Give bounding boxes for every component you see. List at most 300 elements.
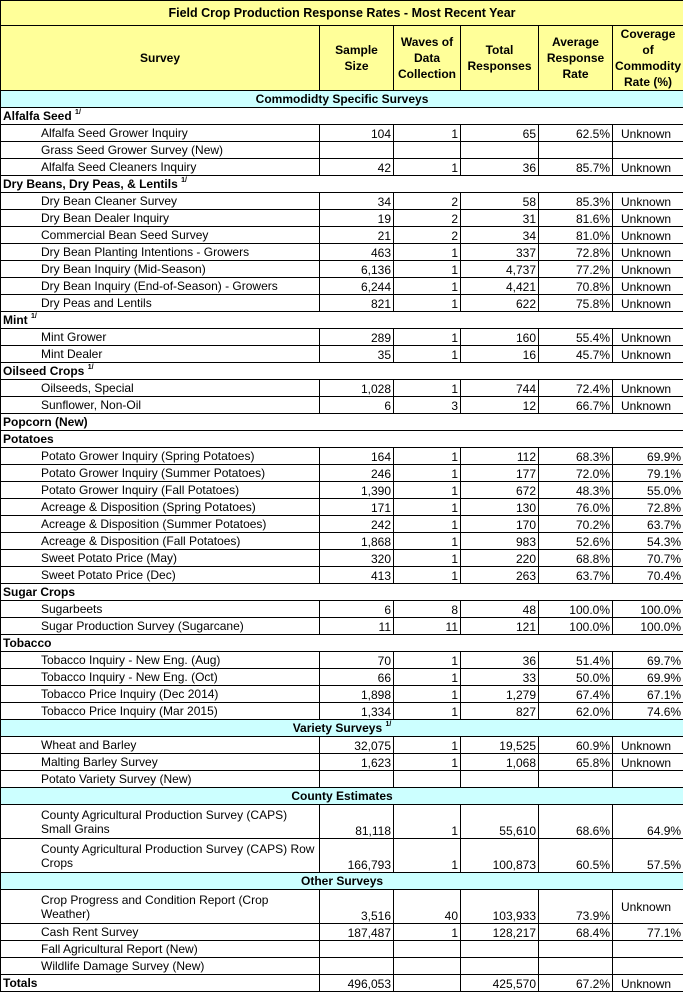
survey-name: Oilseeds, Special [1,380,320,397]
total-responses: 16 [461,346,539,363]
table-row [1,516,683,533]
coverage-rate: Unknown [613,890,683,924]
group-label [1,176,683,193]
response-rate: 67.2% [539,975,613,992]
section-label [1,788,683,805]
survey-name: Sweet Potato Price (Dec) [1,567,320,584]
waves: 1 [394,754,461,771]
section-label [1,873,683,890]
coverage-rate: Unknown [613,210,683,227]
response-rate: 75.8% [539,295,613,312]
sample-size: 21 [320,227,394,244]
coverage-rate [613,142,683,159]
response-rate: 68.3% [539,448,613,465]
response-rate: 72.4% [539,380,613,397]
sample-size: 463 [320,244,394,261]
group-label [1,312,683,329]
coverage-rate: Unknown [613,261,683,278]
total-responses: 744 [461,380,539,397]
waves [394,941,461,958]
waves: 40 [394,890,461,924]
header-row [1,26,683,91]
footnote-marker: 1/ [385,721,391,728]
coverage-rate: 70.4% [613,567,683,584]
sample-size: 171 [320,499,394,516]
survey-name: Sugar Production Survey (Sugarcane) [1,618,320,635]
waves: 2 [394,210,461,227]
label-text: Variety Surveys [293,721,382,735]
waves: 1 [394,516,461,533]
response-rate: 60.5% [539,839,613,873]
total-responses: 33 [461,669,539,686]
sample-size: 496,053 [320,975,394,992]
sample-size: 1,623 [320,754,394,771]
table-row [1,448,683,465]
waves: 1 [394,278,461,295]
response-rate: 70.2% [539,516,613,533]
table-row [1,737,683,754]
sample-size: 42 [320,159,394,176]
sample-size: 6 [320,601,394,618]
sample-size: 1,028 [320,380,394,397]
sample-size: 81,118 [320,805,394,839]
response-rate [539,958,613,975]
total-responses: 31 [461,210,539,227]
label-text: Commodidty Specific Surveys [256,92,429,106]
table-row [1,567,683,584]
waves: 1 [394,703,461,720]
sample-size: 413 [320,567,394,584]
response-rate [539,771,613,788]
table-row [1,941,683,958]
table-row [1,924,683,941]
total-responses: 672 [461,482,539,499]
coverage-rate [613,771,683,788]
survey-name: Mint Grower [1,329,320,346]
group-header-row [1,363,683,380]
response-rate: 72.8% [539,244,613,261]
group-header-row [1,108,683,125]
label-text: Sugar Crops [3,585,75,599]
survey-name: County Agricultural Production Survey (CAPS) Small Grains [1,805,320,839]
survey-name: Totals [1,975,320,992]
coverage-rate: 69.7% [613,652,683,669]
total-responses: 36 [461,652,539,669]
response-rate: 55.4% [539,329,613,346]
total-responses: 177 [461,465,539,482]
sample-size: 66 [320,669,394,686]
total-responses: 622 [461,295,539,312]
waves: 1 [394,839,461,873]
table-row [1,397,683,414]
total-responses: 103,933 [461,890,539,924]
total-responses: 220 [461,550,539,567]
table-row [1,125,683,142]
table-row [1,278,683,295]
waves: 1 [394,448,461,465]
survey-name: Sweet Potato Price (May) [1,550,320,567]
coverage-rate: Unknown [613,737,683,754]
sample-size: 1,868 [320,533,394,550]
sample-size: 246 [320,465,394,482]
survey-name: Dry Bean Cleaner Survey [1,193,320,210]
section-label [1,91,683,108]
group-label [1,431,683,448]
survey-name: Tobacco Inquiry - New Eng. (Aug) [1,652,320,669]
total-responses: 19,525 [461,737,539,754]
header-average-response-rate: Average Response Rate [539,26,613,91]
total-responses: 160 [461,329,539,346]
waves: 1 [394,550,461,567]
survey-name: Dry Bean Inquiry (End-of-Season) - Growers [1,278,320,295]
total-responses: 36 [461,159,539,176]
waves: 1 [394,244,461,261]
table-row [1,261,683,278]
response-rate: 63.7% [539,567,613,584]
response-rate: 72.0% [539,465,613,482]
table-row [1,754,683,771]
table-row [1,618,683,635]
survey-name: Alfalfa Seed Cleaners Inquiry [1,159,320,176]
waves: 2 [394,227,461,244]
total-responses [461,142,539,159]
waves: 1 [394,652,461,669]
survey-name: Sugarbeets [1,601,320,618]
coverage-rate: 70.7% [613,550,683,567]
response-rate: 51.4% [539,652,613,669]
total-responses: 827 [461,703,539,720]
waves [394,958,461,975]
survey-name: Dry Bean Planting Intentions - Growers [1,244,320,261]
survey-name: Malting Barley Survey [1,754,320,771]
response-rate: 65.8% [539,754,613,771]
survey-name: Potato Variety Survey (New) [1,771,320,788]
coverage-rate: 54.3% [613,533,683,550]
waves [394,142,461,159]
total-responses: 112 [461,448,539,465]
coverage-rate: 79.1% [613,465,683,482]
group-header-row [1,584,683,601]
total-responses [461,958,539,975]
header-total-responses: Total Responses [461,26,539,91]
coverage-rate: 100.0% [613,601,683,618]
coverage-rate: Unknown [613,193,683,210]
total-responses: 130 [461,499,539,516]
response-rate: 68.8% [539,550,613,567]
coverage-rate: 100.0% [613,618,683,635]
table-row [1,142,683,159]
table-row [1,805,683,839]
section-header-row [1,91,683,108]
footnote-marker: 1/ [31,313,37,320]
coverage-rate: 67.1% [613,686,683,703]
survey-name: Mint Dealer [1,346,320,363]
section-header-row [1,788,683,805]
table-row [1,465,683,482]
sample-size [320,941,394,958]
waves: 1 [394,533,461,550]
response-rate: 68.4% [539,924,613,941]
footnote-marker: 1/ [75,109,81,116]
label-text: Dry Beans, Dry Peas, & Lentils [3,177,178,191]
survey-name: Acreage & Disposition (Summer Potatoes) [1,516,320,533]
table-row [1,533,683,550]
coverage-rate: 64.9% [613,805,683,839]
group-label [1,414,683,431]
sample-size: 242 [320,516,394,533]
coverage-rate: 69.9% [613,669,683,686]
response-rate: 48.3% [539,482,613,499]
total-responses: 58 [461,193,539,210]
section-header-row [1,720,683,737]
table-row [1,193,683,210]
coverage-rate: 63.7% [613,516,683,533]
survey-name: Potato Grower Inquiry (Summer Potatoes) [1,465,320,482]
response-rate: 73.9% [539,890,613,924]
sample-size: 70 [320,652,394,669]
sample-size: 320 [320,550,394,567]
survey-name: Dry Bean Inquiry (Mid-Season) [1,261,320,278]
table-row [1,244,683,261]
section-header-row [1,873,683,890]
response-rate: 100.0% [539,601,613,618]
total-responses [461,941,539,958]
total-responses: 55,610 [461,805,539,839]
sample-size: 1,898 [320,686,394,703]
coverage-rate [613,958,683,975]
sample-size: 6,244 [320,278,394,295]
waves: 11 [394,618,461,635]
group-label [1,635,683,652]
waves: 1 [394,737,461,754]
sample-size: 104 [320,125,394,142]
sample-size: 164 [320,448,394,465]
coverage-rate [613,941,683,958]
coverage-rate: Unknown [613,397,683,414]
waves: 1 [394,465,461,482]
response-rate: 81.0% [539,227,613,244]
table-row [1,652,683,669]
waves: 1 [394,686,461,703]
coverage-rate: Unknown [613,278,683,295]
waves [394,771,461,788]
response-rate [539,142,613,159]
waves: 8 [394,601,461,618]
table-row [1,686,683,703]
label-text: Popcorn (New) [3,415,88,429]
sample-size: 32,075 [320,737,394,754]
label-text: Tobacco [3,636,51,650]
table-row [1,839,683,873]
sample-size: 35 [320,346,394,363]
response-rate: 85.7% [539,159,613,176]
waves: 1 [394,805,461,839]
footnote-marker: 1/ [181,177,187,184]
sample-size: 6,136 [320,261,394,278]
total-responses: 983 [461,533,539,550]
waves: 1 [394,924,461,941]
total-responses: 337 [461,244,539,261]
sample-size: 11 [320,618,394,635]
table-row [1,703,683,720]
waves: 1 [394,482,461,499]
coverage-rate: Unknown [613,227,683,244]
response-rate: 77.2% [539,261,613,278]
group-label [1,363,683,380]
response-rate: 76.0% [539,499,613,516]
total-responses: 65 [461,125,539,142]
table-row [1,499,683,516]
label-text: Other Surveys [301,874,383,888]
coverage-rate: 77.1% [613,924,683,941]
total-responses: 100,873 [461,839,539,873]
total-responses: 128,217 [461,924,539,941]
coverage-rate: 74.6% [613,703,683,720]
total-responses: 170 [461,516,539,533]
waves: 1 [394,380,461,397]
sample-size: 1,334 [320,703,394,720]
response-rate: 66.7% [539,397,613,414]
response-rate: 68.6% [539,805,613,839]
coverage-rate: Unknown [613,125,683,142]
waves: 1 [394,499,461,516]
total-responses: 425,570 [461,975,539,992]
label-text: Alfalfa Seed [3,109,72,123]
header-sample-size: Sample Size [320,26,394,91]
table-row [1,669,683,686]
totals-row [1,975,683,992]
table-row [1,329,683,346]
table-row [1,890,683,924]
survey-name: Dry Peas and Lentils [1,295,320,312]
total-responses: 4,421 [461,278,539,295]
response-rate: 45.7% [539,346,613,363]
waves: 2 [394,193,461,210]
table-row [1,380,683,397]
sample-size: 166,793 [320,839,394,873]
response-rate: 52.6% [539,533,613,550]
sample-size: 821 [320,295,394,312]
waves: 1 [394,567,461,584]
label-text: Potatoes [3,432,54,446]
survey-name: County Agricultural Production Survey (CAPS) Row Crops [1,839,320,873]
coverage-rate: Unknown [613,380,683,397]
coverage-rate: 55.0% [613,482,683,499]
waves: 1 [394,261,461,278]
response-rate: 100.0% [539,618,613,635]
waves: 1 [394,346,461,363]
table-title-row [1,1,683,26]
footnote-marker: 1/ [88,364,94,371]
response-rate: 81.6% [539,210,613,227]
survey-name: Commercial Bean Seed Survey [1,227,320,244]
waves: 1 [394,329,461,346]
label-text: Oilseed Crops [3,364,84,378]
header-survey: Survey [1,26,320,91]
response-rate: 50.0% [539,669,613,686]
sample-size: 6 [320,397,394,414]
header-coverage-rate: Coverage of Commodity Rate (%) [613,26,683,91]
waves: 1 [394,159,461,176]
waves [394,975,461,992]
coverage-rate: Unknown [613,159,683,176]
table-row [1,295,683,312]
group-label [1,108,683,125]
label-text: Mint [3,313,28,327]
coverage-rate: 69.9% [613,448,683,465]
waves: 1 [394,125,461,142]
response-rate: 62.0% [539,703,613,720]
table-row [1,210,683,227]
total-responses: 4,737 [461,261,539,278]
total-responses: 1,068 [461,754,539,771]
sample-size: 289 [320,329,394,346]
response-rate: 85.3% [539,193,613,210]
response-rate: 70.8% [539,278,613,295]
label-text: County Estimates [291,789,392,803]
response-rate [539,941,613,958]
table-row [1,346,683,363]
survey-name: Tobacco Inquiry - New Eng. (Oct) [1,669,320,686]
sample-size: 1,390 [320,482,394,499]
total-responses: 12 [461,397,539,414]
group-header-row [1,414,683,431]
survey-name: Potato Grower Inquiry (Fall Potatoes) [1,482,320,499]
waves: 1 [394,669,461,686]
sample-size [320,771,394,788]
group-header-row [1,176,683,193]
sample-size: 34 [320,193,394,210]
coverage-rate: 72.8% [613,499,683,516]
response-rate: 60.9% [539,737,613,754]
survey-name: Tobacco Price Inquiry (Dec 2014) [1,686,320,703]
survey-name: Alfalfa Seed Grower Inquiry [1,125,320,142]
sample-size [320,958,394,975]
group-header-row [1,312,683,329]
survey-name: Fall Agricultural Report (New) [1,941,320,958]
table-row [1,601,683,618]
group-label [1,584,683,601]
sample-size: 3,516 [320,890,394,924]
total-responses: 121 [461,618,539,635]
response-rate: 67.4% [539,686,613,703]
coverage-rate: Unknown [613,295,683,312]
coverage-rate: 57.5% [613,839,683,873]
response-rate: 62.5% [539,125,613,142]
sample-size: 187,487 [320,924,394,941]
survey-name: Tobacco Price Inquiry (Mar 2015) [1,703,320,720]
group-header-row [1,431,683,448]
table-row [1,771,683,788]
survey-name: Grass Seed Grower Survey (New) [1,142,320,159]
coverage-rate: Unknown [613,975,683,992]
total-responses [461,771,539,788]
survey-name: Sunflower, Non-Oil [1,397,320,414]
total-responses: 48 [461,601,539,618]
section-label [1,720,683,737]
survey-name: Dry Bean Dealer Inquiry [1,210,320,227]
table-row [1,958,683,975]
total-responses: 263 [461,567,539,584]
header-waves: Waves of Data Collection [394,26,461,91]
sample-size [320,142,394,159]
group-header-row [1,635,683,652]
waves: 1 [394,295,461,312]
total-responses: 1,279 [461,686,539,703]
table-title: Field Crop Production Response Rates - Most Recent Year [1,1,683,26]
survey-name: Wheat and Barley [1,737,320,754]
table-row [1,227,683,244]
